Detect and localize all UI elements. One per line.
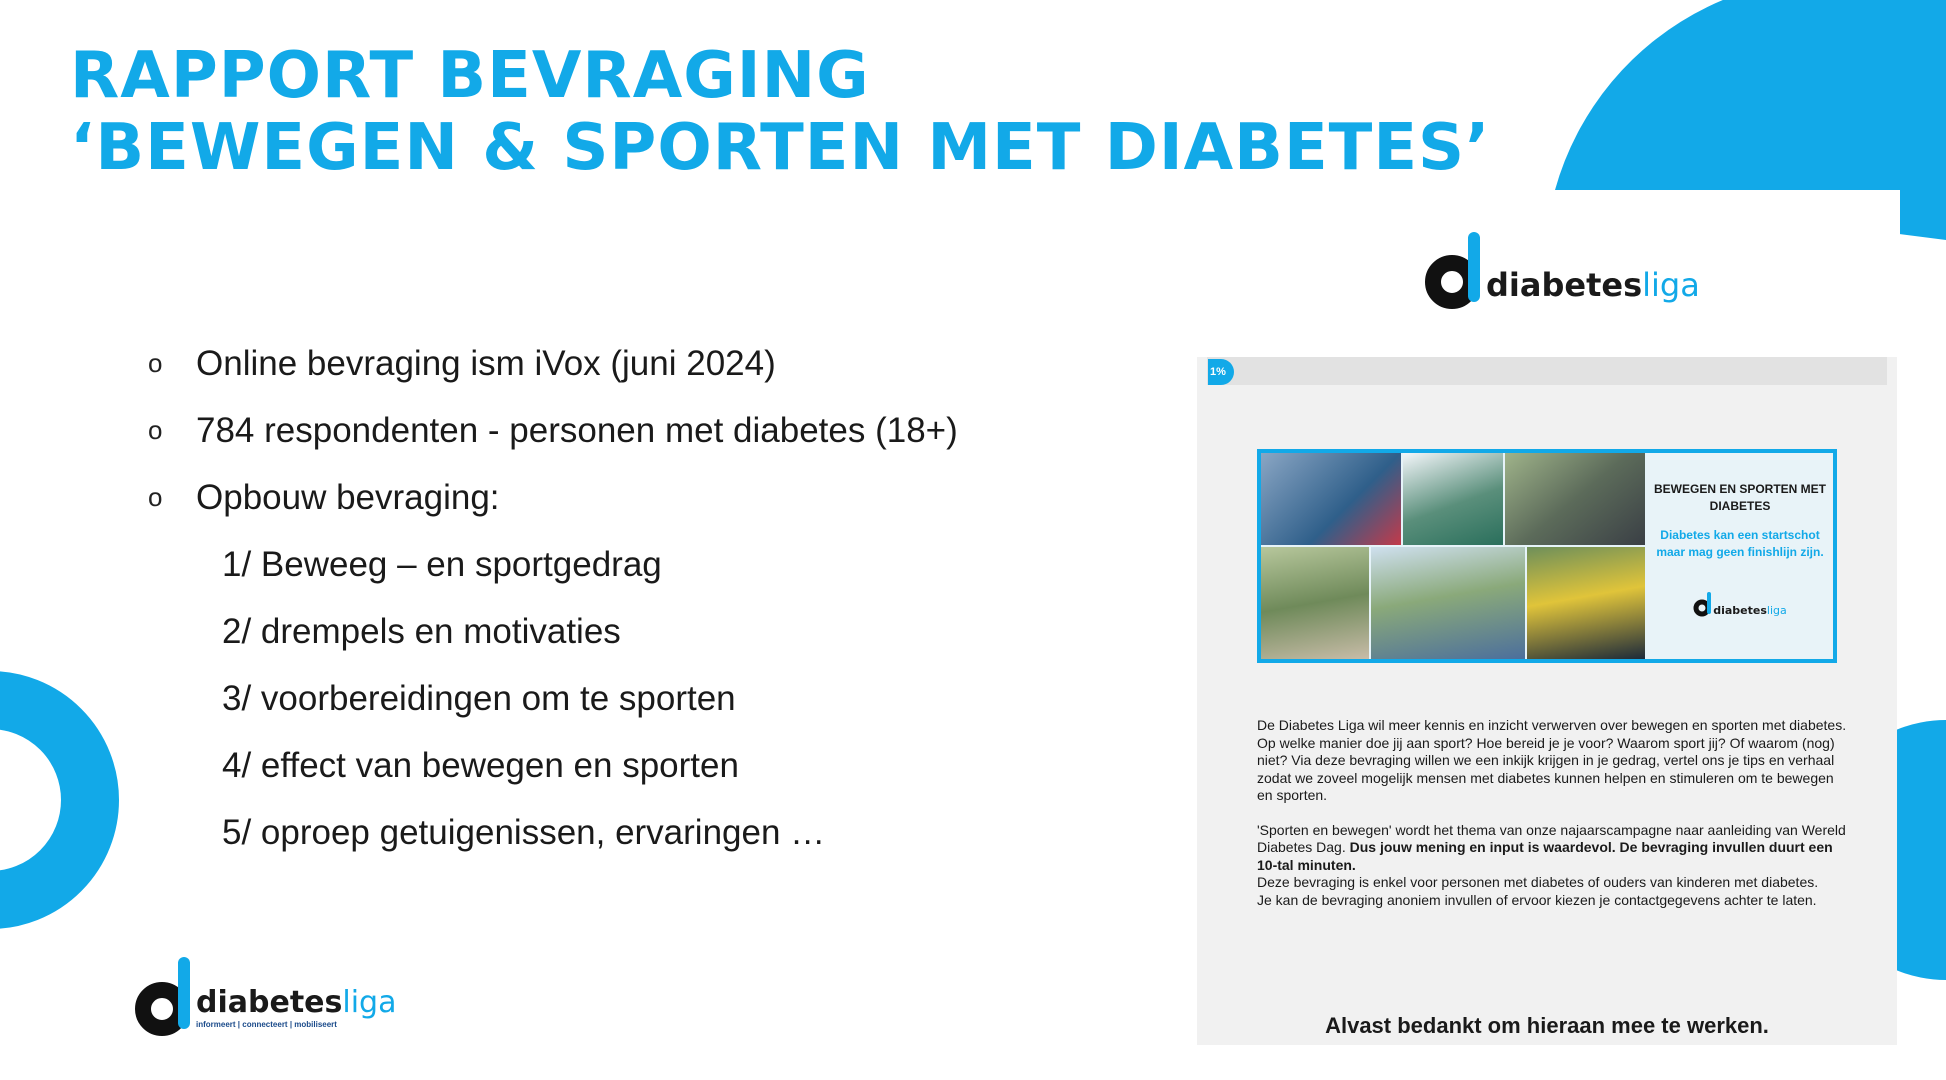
- logo-word: diabetes: [196, 985, 343, 1020]
- info-bold-text: Dus jouw mening en input is waardevol. De bevraging invullen duurt een 10-tal minuten.: [1257, 839, 1833, 873]
- bullet-list: [148, 330, 958, 866]
- bullet-text: 784 respondenten - personen met diabetes (18+): [196, 410, 958, 450]
- sub-item: 5/ oproep getuigenissen, ervaringen …: [222, 812, 826, 852]
- progress-bar: [1207, 357, 1887, 385]
- bullet-marker: o: [148, 482, 163, 512]
- bullet-marker: o: [148, 348, 163, 378]
- progress-indicator: 1%: [1208, 359, 1234, 385]
- logo-d-icon: [1693, 591, 1713, 617]
- diabetesliga-logo-bottom: [132, 955, 396, 1037]
- survey-intro-text: [1257, 717, 1847, 926]
- banner-subtitle: Diabetes kan een startschot maar mag geen finishlijn zijn.: [1656, 528, 1824, 559]
- list-item: [148, 464, 958, 531]
- intro-paragraph: De Diabetes Liga wil meer kennis en inzicht verwerven over bewegen en sporten met diabetes. Op welke manier doe jij aan sport? Hoe bereid je je voor? Waarom sport jij? Of waarom (nog) niet? Via deze bevraging willen we een inkijk krijgen in je gedrag, vertel ons je tips en verhaal zodat we zoveel mogelijk mensen met diabetes kunnen helpen en stimuleren om te bewegen en sporten.: [1257, 717, 1847, 803]
- photo-tennis: [1403, 453, 1503, 545]
- logo-wordmark: [1486, 266, 1700, 304]
- logo-accent-word: liga: [1642, 266, 1700, 304]
- thanks-message: Alvast bedankt om hieraan mee te werken.: [1325, 1013, 1769, 1038]
- survey-preview: [1197, 357, 1897, 1045]
- photo-cycling: [1505, 453, 1645, 545]
- banner-logo: [1647, 591, 1833, 617]
- diabetesliga-logo-top: [1422, 230, 1700, 310]
- right-half-circle-decoration: [1895, 720, 1946, 980]
- banner-text-panel: [1647, 453, 1833, 659]
- bullet-text: Opbouw bevraging:: [196, 477, 500, 517]
- info-text: 'Sporten en bewegen' wordt het thema van onze najaarscampagne naar aanleiding van Wereld Diabetes Dag.: [1257, 821, 1846, 855]
- list-item: [148, 330, 958, 397]
- info-text: Je kan de bevraging anoniem invullen of ervoor kiezen je contactgegevens achter te laten.: [1257, 891, 1817, 908]
- photo-football: [1527, 547, 1645, 659]
- campaign-banner: [1257, 449, 1837, 663]
- logo-tagline: informeert | connecteert | mobiliseert: [196, 1020, 337, 1029]
- bullet-text: Online bevraging ism iVox (juni 2024): [196, 343, 776, 383]
- photo-walkers: [1371, 547, 1525, 659]
- sub-item: 2/ drempels en motivaties: [222, 611, 621, 651]
- photo-collage: [1261, 453, 1645, 659]
- left-ring-decoration: [0, 650, 130, 950]
- title-line-2: ‘BEWEGEN & SPORTEN MET DIABETES’: [70, 111, 1491, 185]
- sub-item: 4/ effect van bewegen en sporten: [222, 745, 739, 785]
- bullet-marker: o: [148, 415, 163, 445]
- info-text: Deze bevraging is enkel voor personen met diabetes of ouders van kinderen met diabetes.: [1257, 874, 1819, 890]
- title-line-1: RAPPORT BEVRAGING: [70, 39, 870, 113]
- logo-accent-word: liga: [1766, 604, 1787, 617]
- list-item: [148, 397, 958, 464]
- photo-runner: [1261, 547, 1369, 659]
- top-right-circle-decoration: [1540, 0, 1946, 240]
- logo-accent-word: liga: [342, 985, 397, 1020]
- logo-d-icon: [132, 955, 194, 1037]
- logo-wordmark: [1713, 604, 1787, 617]
- sub-item: 1/ Beweeg – en sportgedrag: [222, 544, 662, 584]
- logo-d-icon: [1422, 230, 1484, 310]
- logo-word: diabetes: [1713, 604, 1767, 617]
- info-paragraph: [1257, 822, 1847, 910]
- banner-title: BEWEGEN EN SPORTEN MET DIABETES: [1653, 482, 1826, 513]
- page-title: [70, 40, 1490, 184]
- photo-fitness: [1261, 453, 1401, 545]
- logo-wordmark: [196, 985, 396, 1020]
- logo-word: diabetes: [1486, 266, 1643, 304]
- sub-item: 3/ voorbereidingen om te sporten: [222, 678, 736, 718]
